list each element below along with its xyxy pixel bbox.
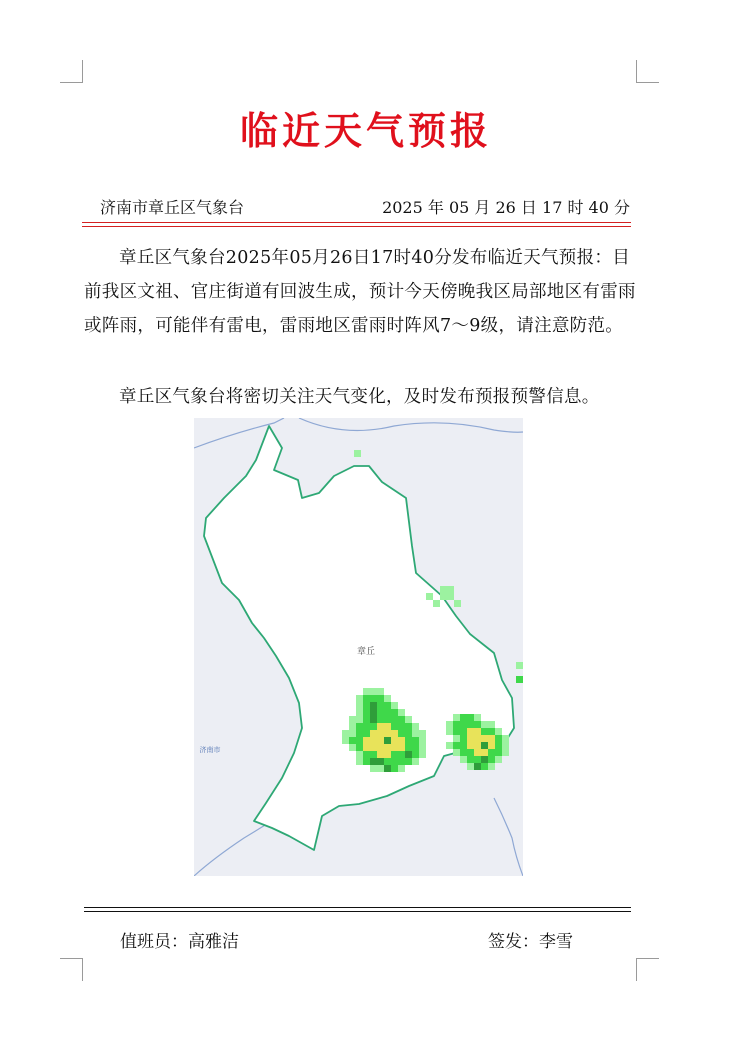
echo-cell-west [349, 730, 356, 737]
echo-cell-east [474, 714, 481, 721]
echo-cell-west [377, 709, 384, 716]
neighbor-city-label: 济南市 [199, 746, 221, 754]
echo-cell-west [370, 737, 377, 744]
echo-cell-east [453, 721, 460, 728]
echo-cell-west [377, 716, 384, 723]
echo-cell-east [467, 763, 474, 770]
echo-cell-east [474, 749, 481, 756]
echo-cell-north [447, 593, 454, 600]
echo-cell-west [419, 737, 426, 744]
echo-cell-west [356, 758, 363, 765]
echo-cell-west [377, 758, 384, 765]
echo-cell-west [377, 751, 384, 758]
notice-paragraph: 章丘区气象台将密切关注天气变化，及时发布预报预警信息。 [119, 387, 600, 407]
echo-cell-east [467, 735, 474, 742]
echo-cell-west [377, 765, 384, 772]
echo-cell-west [377, 737, 384, 744]
echo-cell-east [467, 721, 474, 728]
echo-cell-west [370, 695, 377, 702]
echo-cell-west [363, 702, 370, 709]
signed-by: 签发：李雪 [488, 932, 573, 952]
echo-cell-west [391, 730, 398, 737]
echo-cell-west [349, 737, 356, 744]
echo-cell-west [412, 744, 419, 751]
echo-cell-west [370, 702, 377, 709]
echo-cell-west [370, 744, 377, 751]
echo-cell-east [453, 714, 460, 721]
echo-cell-west [398, 765, 405, 772]
echo-cell-west [391, 737, 398, 744]
on-duty-staff: 值班员：高雅洁 [120, 932, 239, 952]
echo-cell-east [495, 735, 502, 742]
echo-cell-west [391, 709, 398, 716]
echo-cell-east [481, 749, 488, 756]
echo-cell-west [377, 744, 384, 751]
echo-cell-east [488, 749, 495, 756]
echo-cell-east [481, 735, 488, 742]
echo-cell-north [447, 586, 454, 593]
echo-cell-edge [516, 662, 523, 669]
echo-cell-west [384, 758, 391, 765]
header-rule-top [82, 222, 631, 223]
echo-cell-far-north [354, 450, 361, 457]
echo-cell-west [384, 765, 391, 772]
issue-datetime: 2025 年 05 月 26 日 17 时 40 分 [382, 198, 630, 217]
echo-cell-west [370, 716, 377, 723]
echo-cell-east [467, 714, 474, 721]
echo-cell-west [384, 716, 391, 723]
echo-cell-east [453, 742, 460, 749]
echo-cell-west [356, 751, 363, 758]
echo-cell-west [370, 723, 377, 730]
echo-cell-west [391, 758, 398, 765]
echo-cell-north [426, 593, 433, 600]
echo-cell-west [412, 758, 419, 765]
echo-cell-west [405, 751, 412, 758]
echo-cell-west [405, 723, 412, 730]
crop-mark-top-right [636, 60, 659, 83]
echo-cell-west [363, 737, 370, 744]
footer-rule-bottom [84, 911, 631, 912]
echo-cell-east [488, 721, 495, 728]
echo-cell-west [391, 744, 398, 751]
echo-cell-west [370, 709, 377, 716]
echo-cell-west [405, 716, 412, 723]
header-rule-bottom [82, 226, 631, 227]
echo-cell-east [446, 742, 453, 749]
echo-cell-west [370, 730, 377, 737]
echo-cell-west [405, 758, 412, 765]
echo-cell-west [391, 765, 398, 772]
echo-cell-west [398, 758, 405, 765]
echo-cell-east [488, 763, 495, 770]
echo-cell-west [377, 723, 384, 730]
echo-cell-west [370, 758, 377, 765]
echo-cell-west [363, 730, 370, 737]
echo-cell-east [460, 749, 467, 756]
echo-cell-east [488, 756, 495, 763]
echo-cell-west [384, 737, 391, 744]
echo-cell-west [342, 730, 349, 737]
echo-cell-west [356, 709, 363, 716]
echo-cell-west [377, 695, 384, 702]
echo-cell-west [363, 688, 370, 695]
echo-cell-west [363, 758, 370, 765]
echo-cell-west [370, 688, 377, 695]
echo-cell-east [460, 756, 467, 763]
echo-cell-west [356, 737, 363, 744]
echo-cell-west [363, 709, 370, 716]
echo-cell-west [419, 744, 426, 751]
echo-cell-west [356, 730, 363, 737]
echo-cell-west [349, 744, 356, 751]
echo-cell-west [398, 751, 405, 758]
echo-cell-east [474, 742, 481, 749]
echo-cell-east [467, 728, 474, 735]
forecast-paragraph: 章丘区气象台2025年05月26日17时40分发布临近天气预报：目前我区文祖、官庄街道有回波生成，预计今天傍晚我区局部地区有雷雨或阵雨，可能伴有雷电，雷雨地区雷雨时阵风7～9级，请注意防范。 [84, 248, 636, 336]
echo-cell-west [419, 751, 426, 758]
echo-cell-west [370, 765, 377, 772]
echo-cell-north [440, 586, 447, 593]
echo-cell-west [398, 744, 405, 751]
echo-cell-west [349, 723, 356, 730]
echo-cell-edge [516, 676, 523, 683]
echo-cell-east [495, 756, 502, 763]
echo-cell-west [384, 695, 391, 702]
echo-cell-west [412, 730, 419, 737]
echo-cell-east [474, 735, 481, 742]
echo-cell-west [356, 723, 363, 730]
echo-cell-east [502, 735, 509, 742]
echo-cell-west [384, 744, 391, 751]
echo-cell-east [481, 756, 488, 763]
echo-cell-east [488, 742, 495, 749]
echo-cell-west [384, 723, 391, 730]
echo-cell-west [363, 695, 370, 702]
echo-cell-east [474, 763, 481, 770]
echo-cell-west [356, 744, 363, 751]
echo-cell-west [398, 716, 405, 723]
crop-mark-top-left [60, 60, 83, 83]
echo-cell-east [481, 742, 488, 749]
echo-cell-west [412, 751, 419, 758]
echo-cell-east [467, 749, 474, 756]
issuer-name: 济南市章丘区气象台 [100, 198, 245, 217]
echo-cell-west [412, 723, 419, 730]
echo-cell-east [446, 728, 453, 735]
echo-cell-west [384, 730, 391, 737]
echo-cell-west [363, 716, 370, 723]
echo-cell-east [495, 749, 502, 756]
echo-cell-west [405, 737, 412, 744]
echo-cell-west [398, 723, 405, 730]
echo-cell-west [384, 709, 391, 716]
echo-cell-west [391, 716, 398, 723]
echo-cell-west [384, 702, 391, 709]
echo-cell-east [460, 714, 467, 721]
echo-cell-west [342, 737, 349, 744]
echo-cell-west [419, 730, 426, 737]
echo-cell-north [440, 593, 447, 600]
echo-cell-west [412, 737, 419, 744]
footer-rule-top [84, 907, 631, 908]
crop-mark-bottom-right [636, 958, 659, 981]
echo-cell-west [405, 744, 412, 751]
echo-cell-east [467, 756, 474, 763]
echo-cell-west [377, 688, 384, 695]
echo-cell-east [453, 735, 460, 742]
echo-cell-north [433, 600, 440, 607]
echo-cell-west [398, 737, 405, 744]
echo-cell-west [405, 730, 412, 737]
radar-echo-map [194, 418, 523, 876]
echo-cell-east [474, 721, 481, 728]
echo-cell-east [446, 721, 453, 728]
echo-cell-east [502, 742, 509, 749]
echo-cell-west [391, 723, 398, 730]
echo-cell-east [460, 721, 467, 728]
echo-cell-west [391, 702, 398, 709]
echo-cell-west [398, 709, 405, 716]
echo-cell-west [349, 716, 356, 723]
echo-cell-east [460, 742, 467, 749]
echo-cell-east [453, 728, 460, 735]
echo-cell-west [384, 751, 391, 758]
echo-cell-west [356, 716, 363, 723]
echo-cell-east [460, 728, 467, 735]
echo-cell-east [481, 721, 488, 728]
echo-cell-west [356, 702, 363, 709]
echo-cell-west [363, 723, 370, 730]
echo-cell-east [453, 749, 460, 756]
crop-mark-bottom-left [60, 958, 83, 981]
echo-cell-east [488, 728, 495, 735]
echo-cell-west [356, 695, 363, 702]
echo-cell-north [454, 600, 461, 607]
echo-cell-east [495, 742, 502, 749]
echo-cell-east [467, 742, 474, 749]
echo-cell-west [363, 744, 370, 751]
echo-cell-west [377, 730, 384, 737]
echo-cell-east [488, 735, 495, 742]
echo-cell-west [391, 751, 398, 758]
echo-cell-east [502, 749, 509, 756]
echo-cell-west [377, 702, 384, 709]
region-label: 章丘 [356, 647, 376, 657]
echo-cell-east [495, 728, 502, 735]
echo-cell-east [474, 756, 481, 763]
echo-cell-east [481, 763, 488, 770]
echo-cell-west [370, 751, 377, 758]
document-title: 临近天气预报 [239, 108, 492, 153]
echo-cell-east [481, 728, 488, 735]
echo-cell-west [398, 730, 405, 737]
echo-cell-east [474, 728, 481, 735]
echo-cell-west [363, 751, 370, 758]
echo-cell-east [460, 735, 467, 742]
